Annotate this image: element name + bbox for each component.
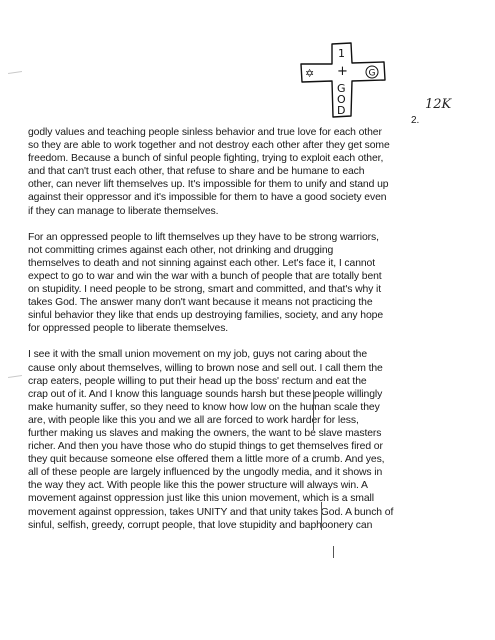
text-line: I see it with the small union movement on my job, guys not caring about the <box>28 349 368 361</box>
cross-letter-o: O <box>337 93 346 106</box>
text-line: movement against oppression, takes UNITY and that unity takes God. A bunch of <box>28 506 394 518</box>
pen-mark <box>333 546 334 558</box>
text-line: crap out of it. And I know this language sounds harsh but these people willingly <box>28 388 383 400</box>
text-line: are, with people like this you and we all are forced to work harder for less, <box>28 414 359 426</box>
text-line: For an oppressed people to lift themselves up they have to be strong warriors, <box>28 231 379 243</box>
text-line: freedom. Because a bunch of sinful people fighting, trying to exploit each other, <box>28 153 384 165</box>
text-line: cause only about themselves, willing to brown nose and sell out. I call them the <box>28 362 383 374</box>
page-number: 2. <box>411 115 420 126</box>
pen-mark <box>313 390 314 430</box>
paragraph <box>28 231 476 336</box>
text-line: against their oppressor and it's impossible for them to have a good society even <box>28 192 387 204</box>
text-line: further making us slaves and making the owners, the want to be slave masters <box>28 427 382 439</box>
cross-drawing <box>299 40 387 118</box>
text-line: godly values and teaching people sinless behavior and true love for each other <box>28 127 382 138</box>
handwritten-note: 12K <box>425 97 452 112</box>
text-line: movement against oppression just like this union movement, which is a small <box>28 493 374 505</box>
cross-letter-1: 1 <box>338 47 345 60</box>
star-of-david-icon: ✡ <box>305 67 315 80</box>
text-line: not committing crimes against each other, not drinking and drugging <box>28 244 334 256</box>
paragraph <box>28 348 476 531</box>
text-line: takes God. The answer many don't want because it means not practicing the <box>28 297 373 309</box>
text-line: themselves to death and not sinning against each other. Let's face it, I cannot <box>28 257 376 269</box>
text-line: on stupidity. I need people to be strong, smart and committed, and that's why it <box>28 284 382 296</box>
text-line: they quit because someone else offered them a little more of a crumb. And yes, <box>28 454 385 466</box>
text-line: if they can manage to liberate themselves. <box>28 205 219 217</box>
document-body <box>28 126 476 545</box>
text-line: all of these people are largely influenced by the ungodly media, and it shows in <box>28 467 383 479</box>
text-line: richer. And then you have those who do stupid things to get themselves fired or <box>28 441 383 453</box>
text-line: so they are able to work together and not destroy each other after they get some <box>28 140 390 152</box>
text-line: other, can never lift themselves up. It's impossible for them to unify and stand up <box>28 179 389 191</box>
cross-plus: + <box>337 64 348 79</box>
text-line: for oppressed people to liberate themselves. <box>28 323 229 335</box>
text-line: and that can't trust each other, that refuse to share and be humane to each <box>28 166 365 178</box>
paragraph <box>28 126 476 218</box>
cross-letter-g: G <box>337 82 346 95</box>
pen-mark <box>321 502 322 530</box>
text-line: the way they act. With people like this the power structure will always win. A <box>28 480 368 492</box>
margin-mark <box>8 71 22 74</box>
text-line: sinful, selfish, greedy, corrupt people, that love stupidity and baphoonery can <box>28 519 373 531</box>
cross-letter-d: D <box>337 104 346 117</box>
text-line: make humanity suffer, so they need to know how low on the human scale they <box>28 401 380 413</box>
text-line: expect to go to war and win the war with a bunch of people that are totally bent <box>28 270 382 282</box>
cross-letter-g-circle: G <box>368 68 376 79</box>
text-line: sinful behavior they like that ends up destroying families, society, and any hope <box>28 310 384 322</box>
margin-mark <box>8 375 22 378</box>
text-line: crap eaters, people willing to put their head up the boss' rectum and eat the <box>28 375 367 387</box>
